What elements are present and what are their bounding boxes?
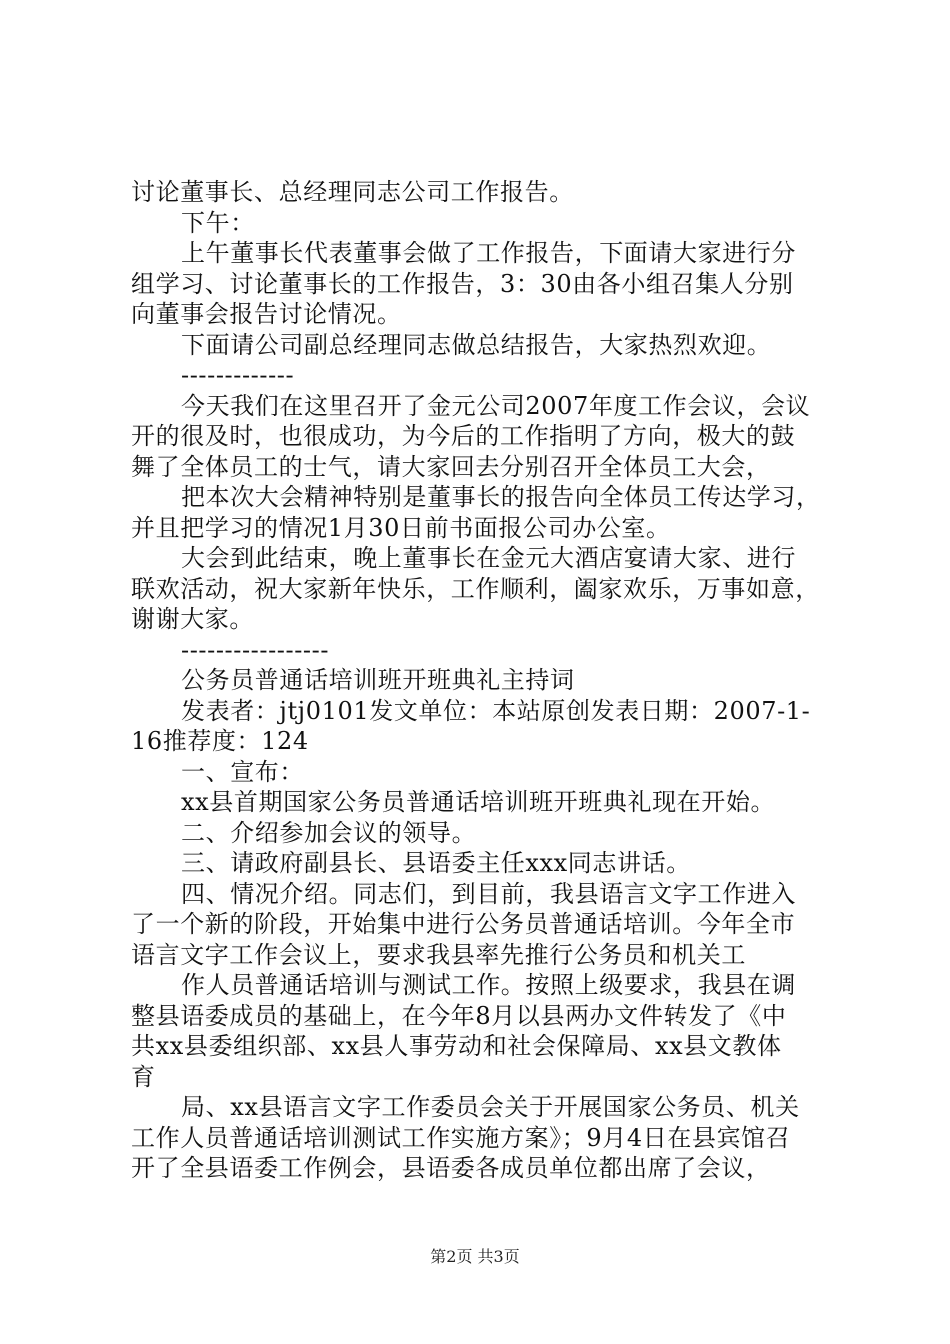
text-line: 16推荐度：124 <box>131 727 309 755</box>
page-footer: 第2页 共3页 <box>430 1247 520 1266</box>
text-line: 工作人员普通话培训测试工作实施方案》；9月4日在县宾馆召 <box>131 1123 791 1152</box>
text-line: 作人员普通话培训与测试工作。按照上级要求，我县在调 <box>181 971 796 999</box>
text-line: 共xx县委组织部、xx县人事劳动和社会保障局、xx县文教体 <box>131 1032 782 1060</box>
text-line: 公务员普通话培训班开班典礼主持词 <box>181 666 575 694</box>
text-line: xx县首期国家公务员普通话培训班开班典礼现在开始。 <box>181 788 776 816</box>
text-line: 大会到此结束，晚上董事长在金元大酒店宴请大家、进行 <box>181 544 796 572</box>
text-line: 局、xx县语言文字工作委员会关于开展国家公务员、机关 <box>181 1093 800 1121</box>
text-line: 育 <box>131 1062 156 1091</box>
text-line: ----------------- <box>181 635 330 664</box>
text-line: 二、介绍参加会议的领导。 <box>181 818 477 847</box>
text-line: 下午： <box>181 208 255 237</box>
text-line: 并且把学习的情况1月30日前书面报公司办公室。 <box>131 513 671 542</box>
text-line: 联欢活动，祝大家新年快乐，工作顺利，阖家欢乐，万事如意， <box>131 574 820 603</box>
text-line: 舞了全体员工的士气，请大家回去分别召开全体员工大会， <box>131 452 771 481</box>
text-line: 今天我们在这里召开了金元公司2007年度工作会议，会议 <box>181 391 811 420</box>
text-line: 整县语委成员的基础上，在今年8月以县两办文件转发了《中 <box>131 1001 787 1030</box>
text-line: 向董事会报告讨论情况。 <box>131 300 402 328</box>
text-line: 讨论董事长、总经理同志公司工作报告。 <box>131 178 574 206</box>
text-line: 语言文字工作会议上，要求我县率先推行公务员和机关工 <box>131 940 746 969</box>
text-line: 谢谢大家。 <box>131 605 254 633</box>
document-body <box>131 177 831 1184</box>
text-line: 组学习、讨论董事长的工作报告，3：30由各小组召集人分别 <box>131 269 794 298</box>
text-line: 四、情况介绍。同志们，到目前，我县语言文字工作进入 <box>181 879 796 908</box>
text-line: 下面请公司副总经理同志做总结报告，大家热烈欢迎。 <box>181 330 772 359</box>
text-line: 发表者：jtj0101发文单位：本站原创发表日期：2007-1- <box>181 696 811 725</box>
text-line: 了一个新的阶段，开始集中进行公务员普通话培训。今年全市 <box>131 910 796 938</box>
text-line: 把本次大会精神特别是董事长的报告向全体员工传达学习， <box>181 483 821 511</box>
text-line: 三、请政府副县长、县语委主任xxx同志讲话。 <box>181 849 691 877</box>
text-line: ------------- <box>181 361 295 389</box>
text-line: 开的很及时，也很成功，为今后的工作指明了方向，极大的鼓 <box>131 422 796 450</box>
text-line: 开了全县语委工作例会，县语委各成员单位都出席了会议， <box>131 1154 771 1182</box>
text-line: 上午董事长代表董事会做了工作报告，下面请大家进行分 <box>181 239 796 267</box>
text-line: 一、宣布： <box>181 757 304 786</box>
